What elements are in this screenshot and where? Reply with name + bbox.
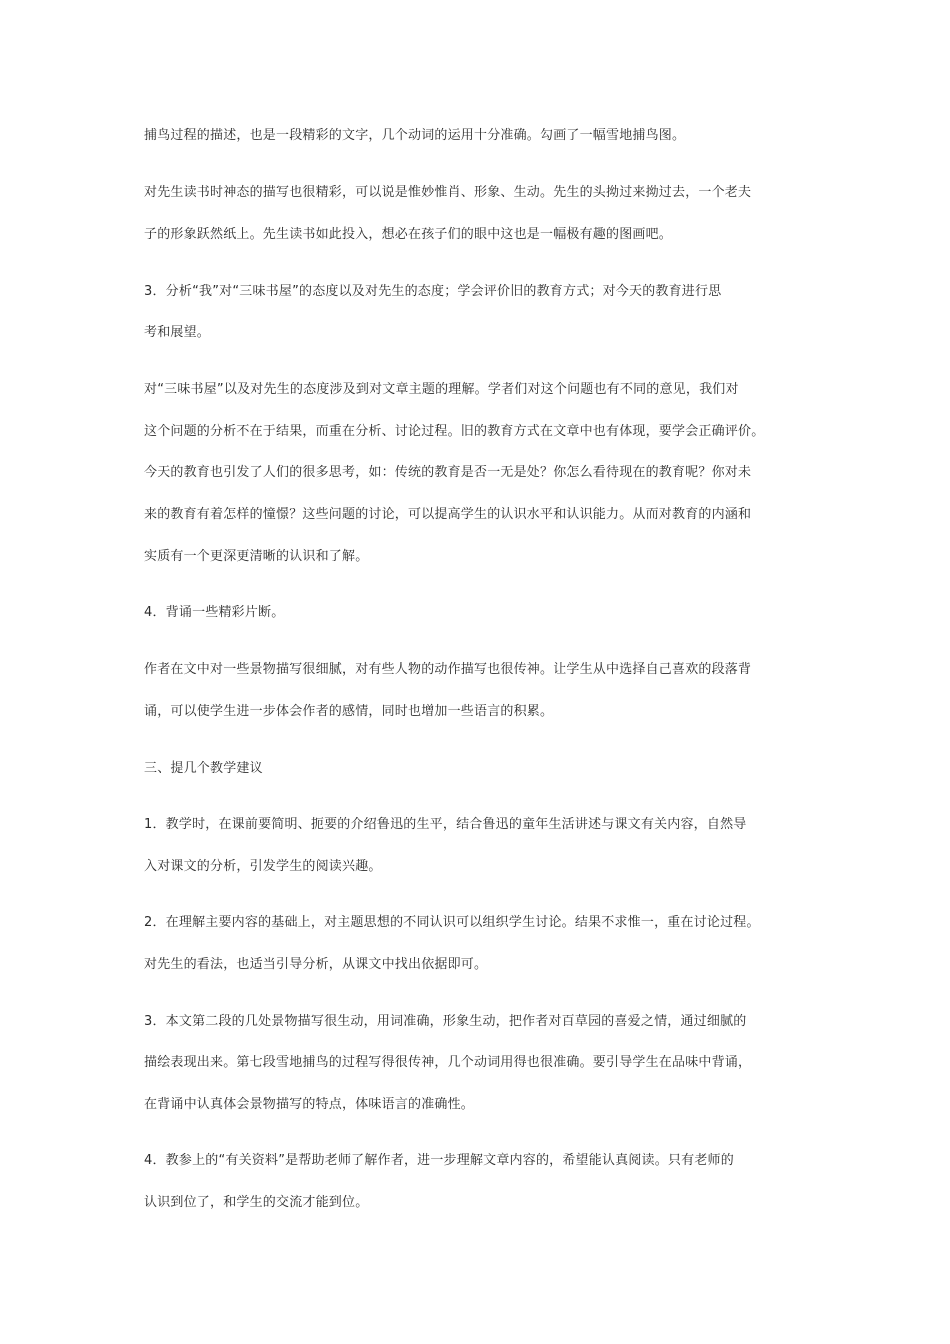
text-line: 子的形象跃然纸上。先生读书如此投入，想必在孩子们的眼中这也是一幅极有趣的图画吧。 <box>144 227 673 242</box>
text-line: 4．背诵一些精彩片断。 <box>144 605 285 620</box>
text-line: 4．教参上的“有关资料”是帮助老师了解作者，进一步理解文章内容的，希望能认真阅读。只有老师的 <box>144 1153 734 1168</box>
text-line: 3．分析“我”对“三味书屋”的态度以及对先生的态度；学会评价旧的教育方式；对今天的教育进行思 <box>144 284 722 299</box>
text-line: 考和展望。 <box>144 325 211 340</box>
text-line: 对“三味书屋”以及对先生的态度涉及到对文章主题的理解。学者们对这个问题也有不同的意见，我们对 <box>144 382 739 397</box>
text-line: 今天的教育也引发了人们的很多思考，如：传统的教育是否一无是处？你怎么看待现在的教育呢？你对未 <box>144 465 752 480</box>
section-heading: 三、提几个教学建议 <box>144 761 263 776</box>
text-line: 1．教学时，在课前要简明、扼要的介绍鲁迅的生平，结合鲁迅的童年生活讲述与课文有关内容，自然导 <box>144 817 747 832</box>
text-line: 诵，可以使学生进一步体会作者的感情，同时也增加一些语言的积累。 <box>144 704 554 719</box>
text-line: 2．在理解主要内容的基础上，对主题思想的不同认识可以组织学生讨论。结果不求惟一，重在讨论过程。 <box>144 915 760 930</box>
text-line: 入对课文的分析，引发学生的阅读兴趣。 <box>144 859 382 874</box>
text-line: 实质有一个更深更清晰的认识和了解。 <box>144 549 369 564</box>
text-line: 对先生的看法，也适当引导分析，从课文中找出依据即可。 <box>144 957 488 972</box>
text-line: 捕鸟过程的描述，也是一段精彩的文字，几个动词的运用十分准确。勾画了一幅雪地捕鸟图。 <box>144 128 686 143</box>
text-line: 作者在文中对一些景物描写很细腻，对有些人物的动作描写也很传神。让学生从中选择自己喜欢的段落背 <box>144 662 752 677</box>
text-line: 这个问题的分析不在于结果，而重在分析、讨论过程。旧的教育方式在文章中也有体现，要学会正确评价。 <box>144 424 765 439</box>
text-line: 认识到位了，和学生的交流才能到位。 <box>144 1195 369 1210</box>
text-line: 在背诵中认真体会景物描写的特点，体味语言的准确性。 <box>144 1097 475 1112</box>
text-line: 描绘表现出来。第七段雪地捕鸟的过程写得很传神，几个动词用得也很准确。要引导学生在品味中背诵， <box>144 1055 752 1070</box>
text-line: 3．本文第二段的几处景物描写很生动，用词准确，形象生动，把作者对百草园的喜爱之情，通过细腻的 <box>144 1014 747 1029</box>
text-line: 对先生读书时神态的描写也很精彩，可以说是惟妙惟肖、形象、生动。先生的头拗过来拗过去，一个老夫 <box>144 185 752 200</box>
text-line: 来的教育有着怎样的憧憬？这些问题的讨论，可以提高学生的认识水平和认识能力。从而对教育的内涵和 <box>144 507 752 522</box>
